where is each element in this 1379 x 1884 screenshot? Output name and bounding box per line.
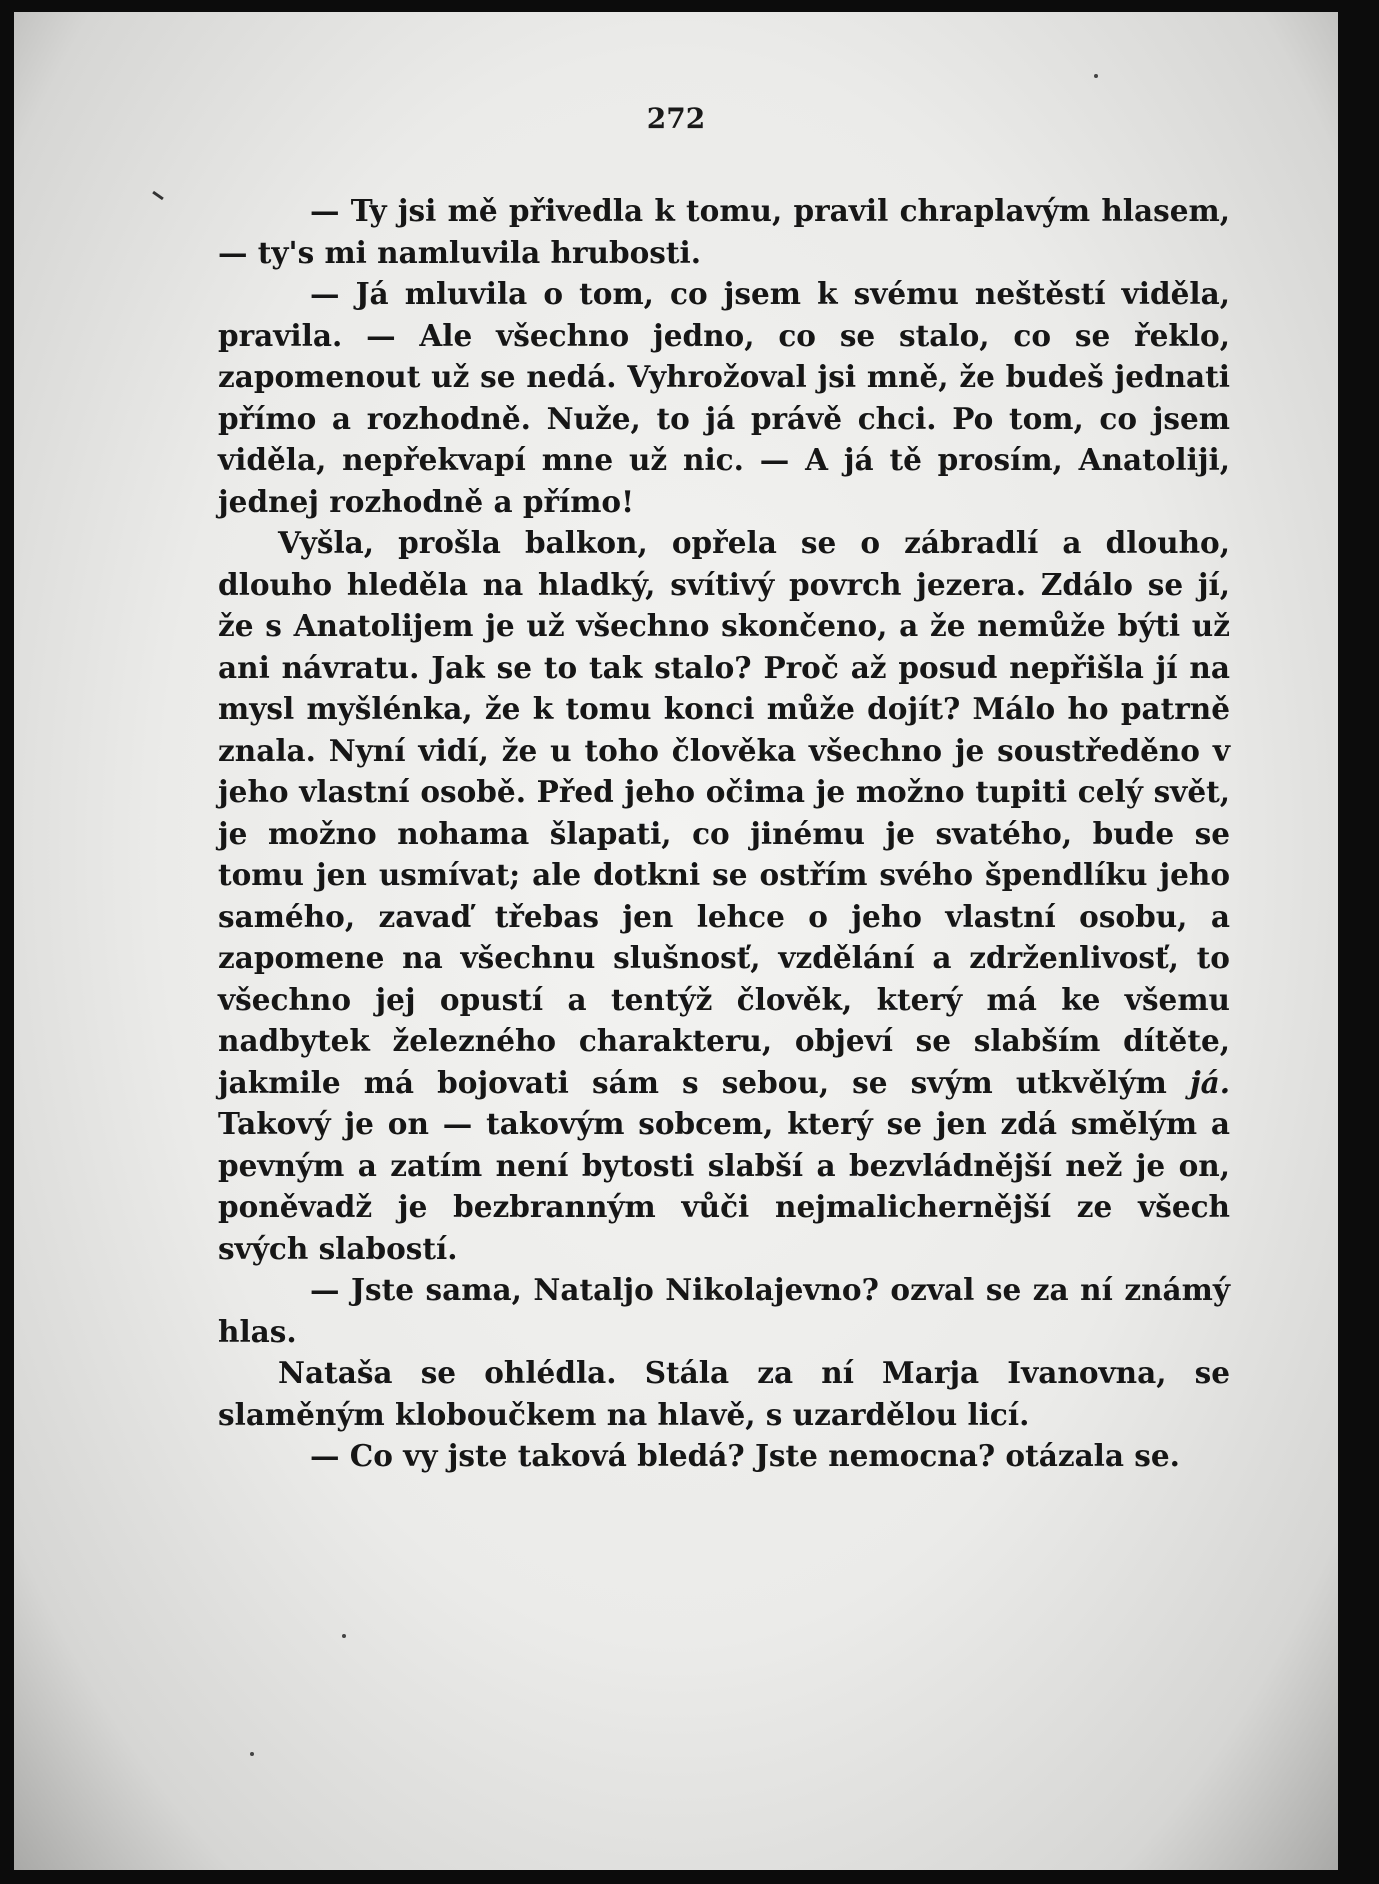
print-speck <box>342 1634 346 1638</box>
print-speck <box>250 1752 254 1756</box>
page-text <box>218 190 1230 1477</box>
print-speck <box>1094 74 1098 78</box>
margin-mark <box>152 191 164 200</box>
paragraph-5: Nataša se ohlédla. Stála za ní Marja Ivanovna, se slaměným kloboučkem na hlavě, s uzardělou licí. <box>218 1355 1230 1432</box>
paragraph-3-emphasis: já. <box>1189 1064 1230 1100</box>
paragraph-4: — Jste sama, Nataljo Nikolajevno? ozval se za ní známý hlas. <box>218 1272 1230 1349</box>
paragraph-3-text: Vyšla, prošla balkon, opřela se o zábradlí a dlouho, dlouho hleděla na hladký, svítivý povrch jezera. Zdálo se jí, že s Anatolijem je už všechno skončeno, a že nemůže býti už ani návratu. Jak se to tak stalo? Proč až posud nepřišla jí na mysl myšlénka, že k tomu konci může dojít? Málo ho patrně znala. Nyní vidí, že u toho člověka všechno je soustředěno v jeho vlastní osobě. Před jeho očima je možno tupiti celý svět, je možno nohama šlapati, co jinému je svatého, bude se tomu jen usmívat; ale dotkni se ostřím svého špendlíku jeho samého, zavaď třebas jen lehce o jeho vlastní osobu, a zapomene na všechnu slušnosť, vzdělání a zdrženlivosť, to všechno jej opustí a tentýž člověk, který má ke všemu nadbytek železného charakteru, objeví se slabším dítěte, jakmile má bojovati sám s sebou, se svým utkvělým <box>218 525 1230 1100</box>
page-number: 272 <box>646 102 706 135</box>
book-page <box>14 12 1338 1870</box>
paragraph-6: — Co vy jste taková bledá? Jste nemocna? otázala se. <box>310 1438 1180 1473</box>
paragraph-2: — Já mluvila o tom, co jsem k svému neštěstí viděla, pravila. — Ale všechno jedno, co se stalo, co se řeklo, zapomenout už se nedá. Vyhrožoval jsi mně, že budeš jednati přímo a rozhodně. Nuže, to já právě chci. Po tom, co jsem viděla, nepřekvapí mne už nic. — A já tě prosím, Anatoliji, jednej rozhodně a přímo! <box>218 276 1230 519</box>
paragraph-3 <box>218 522 1230 1269</box>
paragraph-1: — Ty jsi mě přivedla k tomu, pravil chraplavým hlasem, — ty's mi namluvila hrubosti. <box>218 193 1230 270</box>
paragraph-3-text-end: Takový je on — takovým sobcem, který se jen zdá smělým a pevným a zatím není bytosti slabší a bezvládnější než je on, poněvadž je bezbranným vůči nejmalichernější ze všech svých slabostí. <box>218 1106 1230 1266</box>
